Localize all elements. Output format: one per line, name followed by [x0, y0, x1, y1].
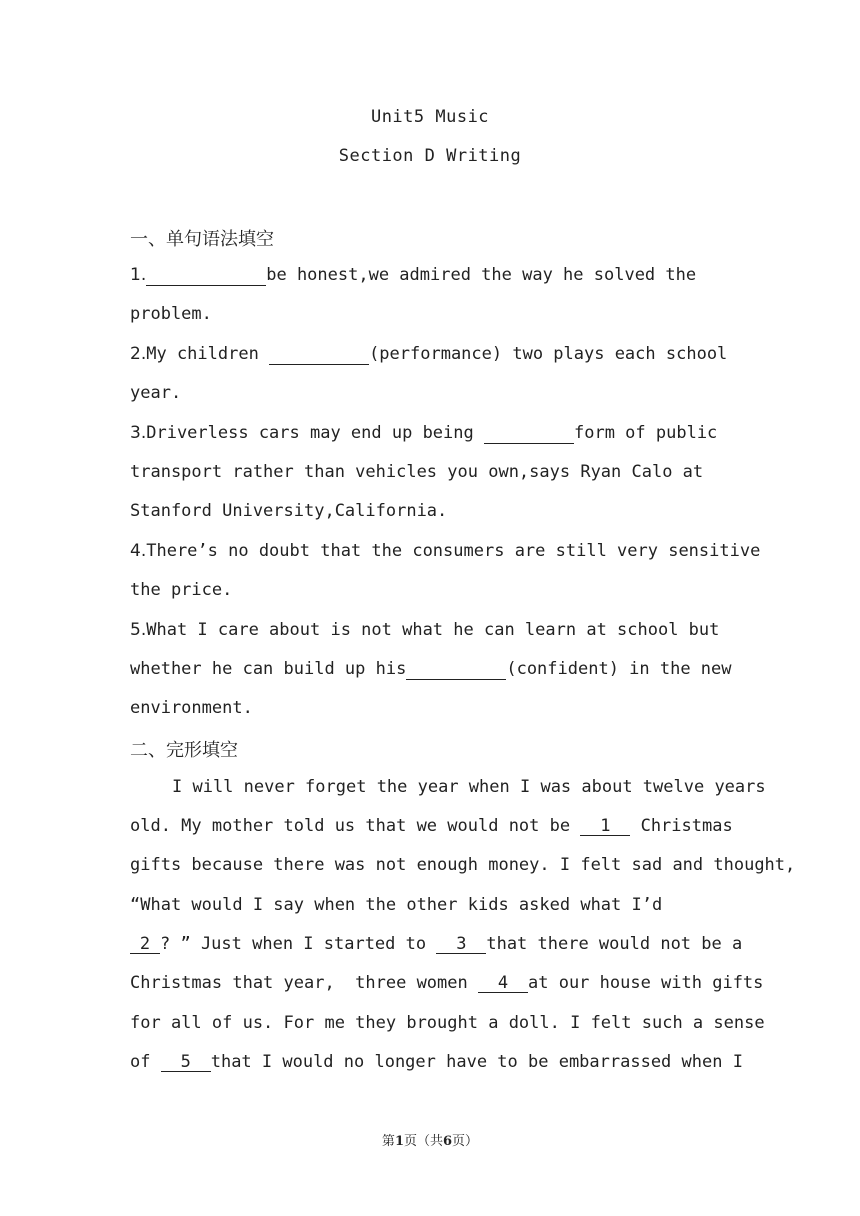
- question-3: [130, 422, 717, 444]
- question-text: There’s no doubt that the consumers are still very sensitive: [146, 541, 761, 561]
- answer-blank[interactable]: [269, 346, 369, 365]
- footer-text: 页）: [452, 1134, 479, 1149]
- question-text: My children: [146, 344, 270, 364]
- passage-text: that I would no longer have to be embarrassed when I: [210, 1052, 743, 1072]
- passage-line-5: [130, 933, 742, 955]
- question-3-cont2: Stanford University,California.: [130, 501, 448, 521]
- question-3-cont: transport rather than vehicles you own,says Ryan Calo at: [130, 462, 704, 482]
- question-1-cont: problem.: [130, 304, 212, 324]
- question-number: 5.: [130, 620, 147, 640]
- question-5-cont2: environment.: [130, 698, 253, 718]
- passage-line-4: “What would I say when the other kids asked what I’d: [130, 895, 663, 915]
- cloze-blank-2[interactable]: 2: [130, 935, 160, 954]
- question-2-cont: year.: [130, 383, 182, 403]
- question-text: whether he can build up his: [130, 659, 407, 679]
- current-page-number: 1: [394, 1134, 404, 1149]
- question-text: (performance) two plays each school: [369, 344, 728, 364]
- section-subtitle: Section D Writing: [338, 146, 522, 166]
- cloze-blank-5[interactable]: 5: [161, 1053, 211, 1072]
- question-1: [130, 264, 696, 286]
- footer-text: 页（共: [403, 1134, 443, 1149]
- question-number: 3.: [130, 423, 147, 443]
- question-4-cont: the price.: [130, 580, 233, 600]
- question-number: 4.: [130, 541, 147, 561]
- passage-text: Christmas that year, three women: [130, 973, 478, 993]
- passage-line-6: [130, 972, 763, 994]
- cloze-blank-1[interactable]: 1: [580, 817, 630, 836]
- passage-text: of: [130, 1052, 161, 1072]
- question-2: [130, 343, 727, 365]
- footer-text: 第: [381, 1134, 395, 1149]
- question-5-cont: [130, 658, 732, 680]
- answer-blank[interactable]: [146, 267, 266, 286]
- question-text: (confident) in the new: [506, 659, 732, 679]
- section1-heading: 一、单句语法填空: [130, 229, 274, 250]
- question-text: form of public: [574, 423, 718, 443]
- answer-blank[interactable]: [484, 425, 574, 444]
- question-number: 2.: [130, 344, 147, 364]
- passage-text: that there would not be a: [486, 934, 743, 954]
- section2-heading: 二、完形填空: [130, 740, 238, 761]
- question-text: be honest,we admired the way he solved the: [266, 265, 697, 285]
- passage-line-7: for all of us. For me they brought a doll. I felt such a sense: [130, 1013, 765, 1033]
- question-number: 1.: [130, 265, 147, 285]
- passage-text: old. My mother told us that we would not be: [130, 816, 581, 836]
- passage-line-8: [130, 1051, 743, 1073]
- cloze-blank-3[interactable]: 3: [436, 935, 486, 954]
- passage-text: Christmas: [630, 816, 733, 836]
- page-footer: [0, 1130, 860, 1149]
- passage-line-2: [130, 815, 733, 837]
- question-4: [130, 540, 760, 562]
- question-5: [130, 619, 719, 641]
- question-text: What I care about is not what he can learn at school but: [146, 620, 720, 640]
- cloze-blank-4[interactable]: 4: [478, 974, 528, 993]
- total-page-number: 6: [443, 1134, 453, 1149]
- passage-text: ? ” Just when I started to: [160, 934, 437, 954]
- question-text: Driverless cars may end up being: [146, 423, 484, 443]
- passage-text: at our house with gifts: [528, 973, 764, 993]
- passage-line-3: gifts because there was not enough money. I felt sad and thought,: [130, 855, 796, 875]
- passage-line-1: I will never forget the year when I was about twelve years: [172, 777, 766, 797]
- answer-blank[interactable]: [406, 661, 506, 680]
- unit-title: Unit5 Music: [370, 107, 490, 127]
